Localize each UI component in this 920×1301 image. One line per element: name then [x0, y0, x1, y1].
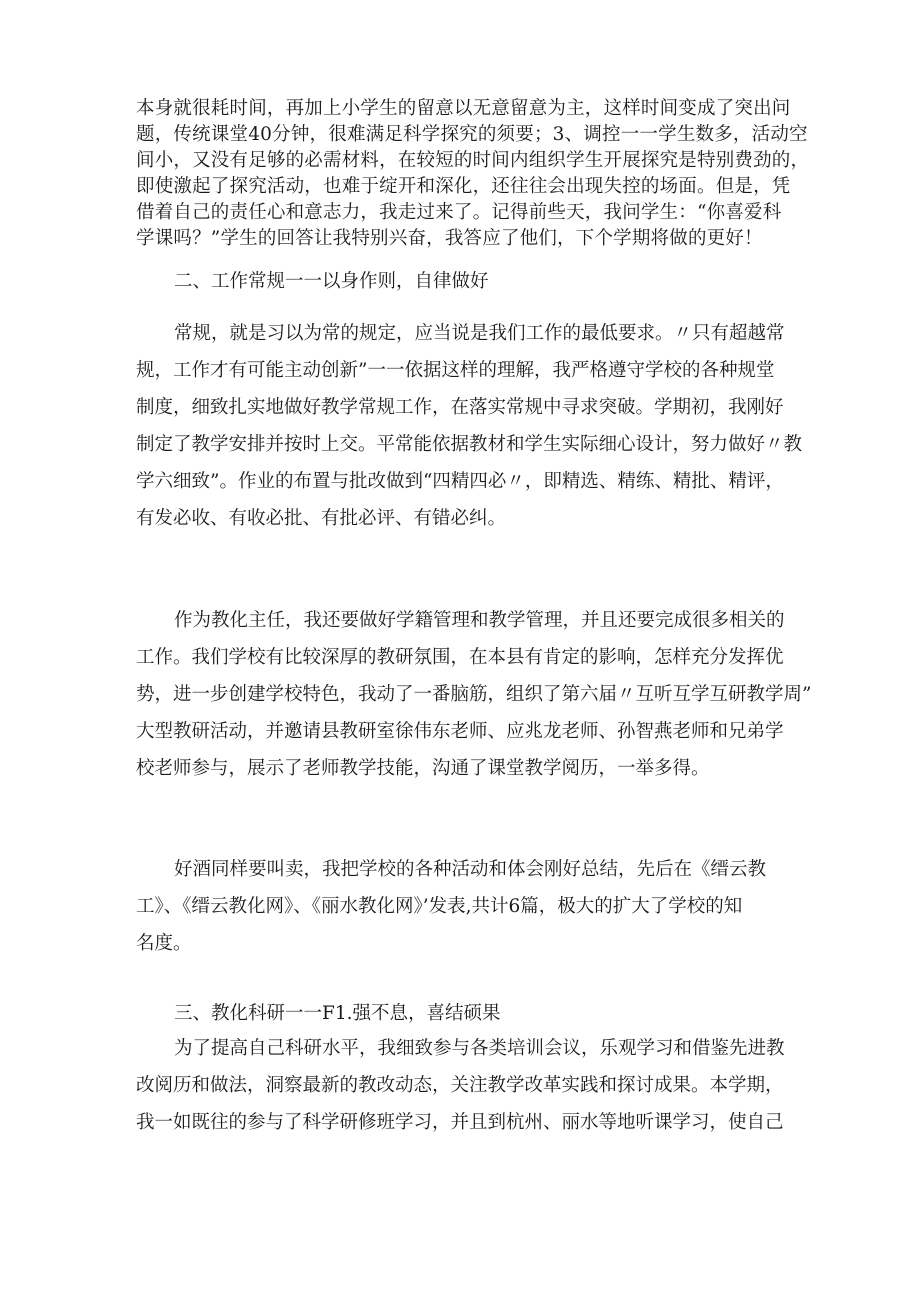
text-line: 为了提高自己科研水平，我细致参与各类培训会议，乐观学习和借鉴先进教 [174, 1038, 785, 1059]
text-line: 我一如既往的参与了科学研修班学习，并且到杭州、丽水等地听课学习，使自己 [136, 1112, 784, 1133]
text-line: 工作。我们学校有比较深厚的教研氛围，在本县有肯定的影响，怎样充分发挥优 [136, 647, 784, 668]
text-line: 常规，就是习以为常的规定，应当说是我们工作的最低要求。〃只有超越常 [174, 323, 785, 344]
text-line: 制度，细致扎实地做好教学常规工作，在落实常规中寻求突破。学期初，我刚好 [136, 397, 784, 418]
paragraph-4 [136, 851, 798, 962]
paragraph-2 [136, 315, 803, 537]
text-line: 借着自己的责任心和意志力，我走过来了。记得前些天，我问学生：“你喜爱科 [136, 202, 782, 223]
text-line: 本身就很耗时间，再加上小学生的留意以无意留意为主，这样时间变成了突出问 [136, 98, 791, 119]
text-line: 学六细致”。作业的布置与批改做到“四精四必〃，即精选、精练、精批、精评， [136, 471, 784, 492]
paragraph-3 [136, 602, 812, 787]
text-line: 大型教研活动，并邀请县教研室徐伟东老师、应兆龙老师、孙智燕老师和兄弟学 [136, 721, 784, 742]
text-line: 校老师参与，展示了老师教学技能，沟通了课堂教学阅历，一举多得。 [136, 758, 710, 779]
heading-text: 三、教化科研一一F1.强不息，喜结硕果 [174, 1003, 501, 1024]
text-line: 作为教化主任，我还要做好学籍管理和教学管理，并且还要完成很多相关的 [174, 610, 785, 631]
text-line: 有发必收、有收必批、有批必评、有错必纠。 [136, 508, 507, 529]
text-line: 学课吗？”学生的回答让我特别兴奋，我答应了他们，下个学期将做的更好！ [136, 228, 763, 249]
heading-text: 二、工作常规一一以身作则，自律做好 [174, 271, 489, 292]
paragraph-5 [136, 1030, 798, 1141]
section-heading-work-routine [136, 263, 798, 300]
text-line: 即使激起了探究活动，也难于绽开和深化，还往往会出现失控的场面。但是，凭 [136, 176, 791, 197]
text-line: 势，进一步创建学校特色，我动了一番脑筋，组织了第六届〃互听互学互研教学周” [136, 684, 812, 705]
text-line: 好酒同样要叫卖，我把学校的各种活动和体会刚好总结，先后在《缙云教 [174, 859, 767, 880]
paragraph-1 [136, 96, 810, 252]
text-line: 题，传统课堂40分钟，很难满足科学探究的须要；3、调控一一学生数多，活动空 [136, 124, 808, 145]
section-heading-research [136, 995, 798, 1032]
text-line: 规，工作才有可能主动创新”一一依据这样的理解，我严格遵守学校的各种规堂 [136, 360, 775, 381]
text-line: 间小，又没有足够的必需材料，在较短的时间内组织学生开展探究是特别费劲的， [136, 150, 810, 171]
text-line: 制定了教学安排并按时上交。平常能依据教材和学生实际细心设计，努力做好〃教 [136, 434, 803, 455]
text-line: 名度。 [136, 933, 192, 954]
text-line: 工》、《缙云教化网》、《丽水教化网》’发表,共计6篇，极大的扩大了学校的知 [136, 896, 743, 917]
text-line: 改阅历和做法，洞察最新的教改动态，关注教学改革实践和探讨成果。本学期， [136, 1075, 784, 1096]
